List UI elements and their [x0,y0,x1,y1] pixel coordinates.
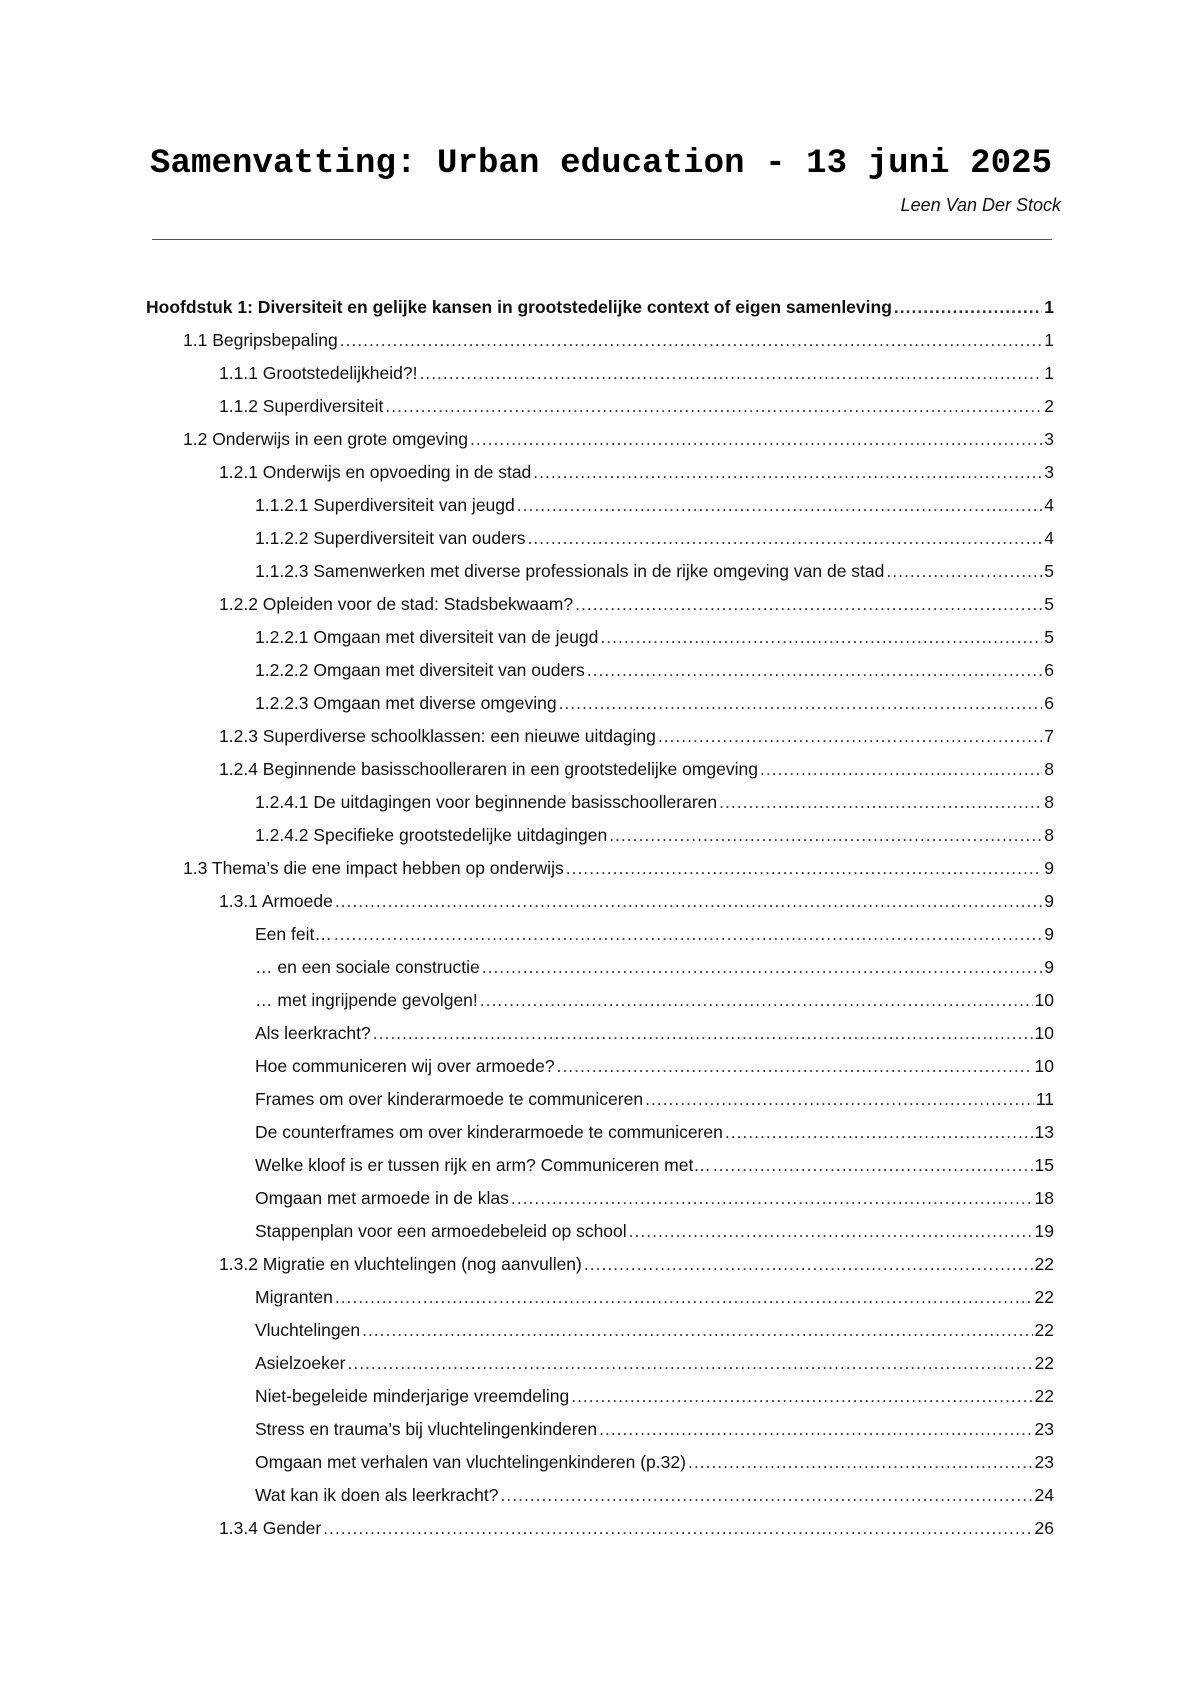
toc-dot-leader [334,918,1042,951]
toc-page-number: 10 [1034,1023,1054,1043]
toc-dot-leader [335,1281,1033,1314]
toc-page-number: 15 [1034,1155,1054,1175]
toc-dot-leader [760,753,1042,786]
toc-dot-leader [600,621,1042,654]
toc-page-number: 13 [1034,1122,1054,1142]
toc-entry-title: 1.3 Thema’s die ene impact hebben op onderwijs [183,858,564,878]
toc-dot-leader [533,456,1042,489]
toc-entry[interactable] [0,918,1200,951]
toc-dot-leader [385,390,1042,423]
toc-entry[interactable] [0,1149,1200,1182]
toc-page-number: 1 [1044,297,1054,317]
toc-page-number: 10 [1034,1056,1054,1076]
toc-entry-title: Frames om over kinderarmoede te communiceren [255,1089,644,1109]
toc-entry-title: Een feit… [255,924,332,944]
toc-dot-leader [599,1413,1032,1446]
toc-page-number: 19 [1034,1221,1054,1241]
toc-entry[interactable] [0,1215,1200,1248]
toc-entry-title: Als leerkracht? [255,1023,371,1043]
toc-page-number: 9 [1044,858,1054,878]
title-divider [152,239,1052,240]
toc-entry[interactable] [0,357,1200,390]
toc-entry-title: Niet-begeleide minderjarige vreemdeling [255,1386,570,1406]
toc-entry-title: 1.1.1 Grootstedelijkheid?! [219,363,418,383]
toc-page-number: 22 [1034,1353,1054,1373]
toc-entry[interactable] [0,1017,1200,1050]
toc-dot-leader [584,1248,1033,1281]
toc-dot-leader [470,423,1042,456]
toc-page-number: 11 [1035,1089,1054,1109]
toc-entry-title: Stappenplan voor een armoedebeleid op school [255,1221,627,1241]
toc-entry[interactable] [0,1314,1200,1347]
toc-entry[interactable] [0,1413,1200,1446]
toc-dot-leader [482,951,1043,984]
toc-page-number: 26 [1034,1518,1054,1538]
toc-page-number: 22 [1034,1287,1054,1307]
toc-entry-title: 1.2.3 Superdiverse schoolklassen: een nieuwe uitdaging [219,726,656,746]
toc-dot-leader [501,1479,1033,1512]
toc-entry[interactable] [0,753,1200,786]
toc-page-number: 10 [1034,990,1054,1010]
toc-entry-title: 1.2.2.2 Omgaan met diversiteit van ouders [255,660,585,680]
toc-page-number: 1 [1044,330,1054,350]
toc-dot-leader [886,555,1042,588]
toc-entry-title: 1.2 Onderwijs in een grote omgeving [183,429,469,449]
toc-entry[interactable] [0,291,1200,324]
toc-entry[interactable] [0,819,1200,852]
toc-dot-leader [725,1116,1033,1149]
table-of-contents [0,291,1200,1545]
toc-dot-leader [894,291,1042,324]
toc-dot-leader [511,1182,1033,1215]
toc-dot-leader [373,1017,1033,1050]
toc-entry[interactable] [0,1116,1200,1149]
toc-entry[interactable] [0,1446,1200,1479]
toc-entry[interactable] [0,687,1200,720]
toc-entry-title: … en een sociale constructie [255,957,480,977]
toc-page-number: 3 [1044,462,1054,482]
toc-page-number: 4 [1044,528,1054,548]
toc-dot-leader [340,324,1043,357]
toc-page-number: 9 [1044,957,1054,977]
toc-entry[interactable] [0,1281,1200,1314]
document-title: Samenvatting: Urban education - 13 juni 2025 [150,145,1053,183]
toc-entry[interactable] [0,885,1200,918]
toc-page-number: 8 [1044,825,1054,845]
toc-entry[interactable] [0,720,1200,753]
toc-dot-leader [527,522,1042,555]
toc-page-number: 22 [1034,1320,1054,1340]
toc-page-number: 24 [1034,1485,1054,1505]
toc-entry-title: Asielzoeker [255,1353,346,1373]
toc-dot-leader [323,1512,1032,1545]
toc-entry-title: 1.1.2.2 Superdiversiteit van ouders [255,528,526,548]
toc-dot-leader [480,984,1033,1017]
toc-entry[interactable] [0,1479,1200,1512]
toc-entry[interactable] [0,1380,1200,1413]
toc-entry[interactable] [0,1182,1200,1215]
toc-entry[interactable] [0,522,1200,555]
toc-entry[interactable] [0,588,1200,621]
toc-dot-leader [629,1215,1033,1248]
toc-entry-title: De counterframes om over kinderarmoede te communiceren [255,1122,723,1142]
toc-entry-title: 1.2.2.1 Omgaan met diversiteit van de jeugd [255,627,599,647]
toc-entry-title: … met ingrijpende gevolgen! [255,990,478,1010]
toc-entry[interactable] [0,1347,1200,1380]
toc-entry-title: 1.2.4.2 Specifieke grootstedelijke uitdagingen [255,825,608,845]
toc-dot-leader [719,786,1042,819]
toc-page-number: 8 [1044,792,1054,812]
toc-dot-leader [575,588,1042,621]
toc-page-number: 22 [1034,1386,1054,1406]
toc-entry-title: 1.1 Begripsbepaling [183,330,338,350]
toc-entry[interactable] [0,1083,1200,1116]
toc-entry[interactable] [0,390,1200,423]
toc-entry-title: Wat kan ik doen als leerkracht? [255,1485,499,1505]
toc-entry[interactable] [0,1050,1200,1083]
toc-entry-title: Stress en trauma’s bij vluchtelingenkinderen [255,1419,598,1439]
toc-dot-leader [571,1380,1032,1413]
toc-dot-leader [713,1149,1033,1182]
toc-entry-title: 1.2.1 Onderwijs en opvoeding in de stad [219,462,532,482]
toc-dot-leader [559,687,1043,720]
toc-dot-leader [517,489,1043,522]
toc-page-number: 9 [1044,924,1054,944]
toc-entry-title: Omgaan met armoede in de klas [255,1188,509,1208]
toc-entry-title: Hoe communiceren wij over armoede? [255,1056,555,1076]
toc-page-number: 5 [1044,627,1054,647]
toc-entry[interactable] [0,621,1200,654]
toc-dot-leader [645,1083,1034,1116]
toc-page-number: 2 [1044,396,1054,416]
toc-dot-leader [362,1314,1032,1347]
toc-page-number: 6 [1044,660,1054,680]
document-author: Leen Van Der Stock [900,195,1061,215]
toc-dot-leader [335,885,1042,918]
toc-page-number: 1 [1044,363,1054,383]
toc-entry-title: 1.2.4 Beginnende basisschoolleraren in een grootstedelijke omgeving [219,759,758,779]
toc-entry[interactable] [0,1248,1200,1281]
toc-dot-leader [557,1050,1033,1083]
toc-dot-leader [587,654,1043,687]
toc-entry-title: Hoofdstuk 1: Diversiteit en gelijke kansen in grootstedelijke context of eigen samenleving [146,297,892,317]
toc-entry[interactable] [0,555,1200,588]
toc-entry-title: 1.3.1 Armoede [219,891,333,911]
toc-entry-title: 1.3.4 Gender [219,1518,322,1538]
toc-entry-title: 1.3.2 Migratie en vluchtelingen (nog aanvullen) [219,1254,582,1274]
toc-entry-title: 1.2.2 Opleiden voor de stad: Stadsbekwaam? [219,594,574,614]
toc-entry-title: 1.1.2 Superdiversiteit [219,396,384,416]
toc-entry-title: 1.1.2.3 Samenwerken met diverse professionals in de rijke omgeving van de stad [255,561,885,581]
toc-dot-leader [347,1347,1032,1380]
toc-page-number: 23 [1034,1419,1054,1439]
toc-entry[interactable] [0,951,1200,984]
toc-dot-leader [658,720,1042,753]
toc-page-number: 5 [1044,561,1054,581]
toc-page-number: 7 [1044,726,1054,746]
toc-page-number: 18 [1034,1188,1054,1208]
toc-page-number: 8 [1044,759,1054,779]
toc-entry[interactable] [0,654,1200,687]
toc-entry[interactable] [0,852,1200,885]
toc-entry[interactable] [0,984,1200,1017]
toc-dot-leader [419,357,1042,390]
toc-entry-title: 1.2.4.1 De uitdagingen voor beginnende basisschoolleraren [255,792,718,812]
toc-entry-title: Vluchtelingen [255,1320,361,1340]
toc-entry-title: Welke kloof is er tussen rijk en arm? Communiceren met… [255,1155,711,1175]
toc-entry[interactable] [0,1512,1200,1545]
toc-page-number: 23 [1034,1452,1054,1472]
toc-entry-title: Migranten [255,1287,333,1307]
toc-entry[interactable] [0,489,1200,522]
toc-entry[interactable] [0,786,1200,819]
toc-page-number: 3 [1044,429,1054,449]
toc-dot-leader [566,852,1043,885]
toc-entry-title: 1.1.2.1 Superdiversiteit van jeugd [255,495,515,515]
toc-entry-title: 1.2.2.3 Omgaan met diverse omgeving [255,693,557,713]
toc-page-number: 5 [1044,594,1054,614]
toc-page-number: 9 [1044,891,1054,911]
toc-entry[interactable] [0,423,1200,456]
toc-page-number: 4 [1044,495,1054,515]
toc-entry-title: Omgaan met verhalen van vluchtelingenkinderen (p.32) [255,1452,686,1472]
toc-entry[interactable] [0,456,1200,489]
toc-page-number: 22 [1034,1254,1054,1274]
toc-page-number: 6 [1044,693,1054,713]
toc-entry[interactable] [0,324,1200,357]
toc-dot-leader [688,1446,1033,1479]
toc-dot-leader [609,819,1042,852]
